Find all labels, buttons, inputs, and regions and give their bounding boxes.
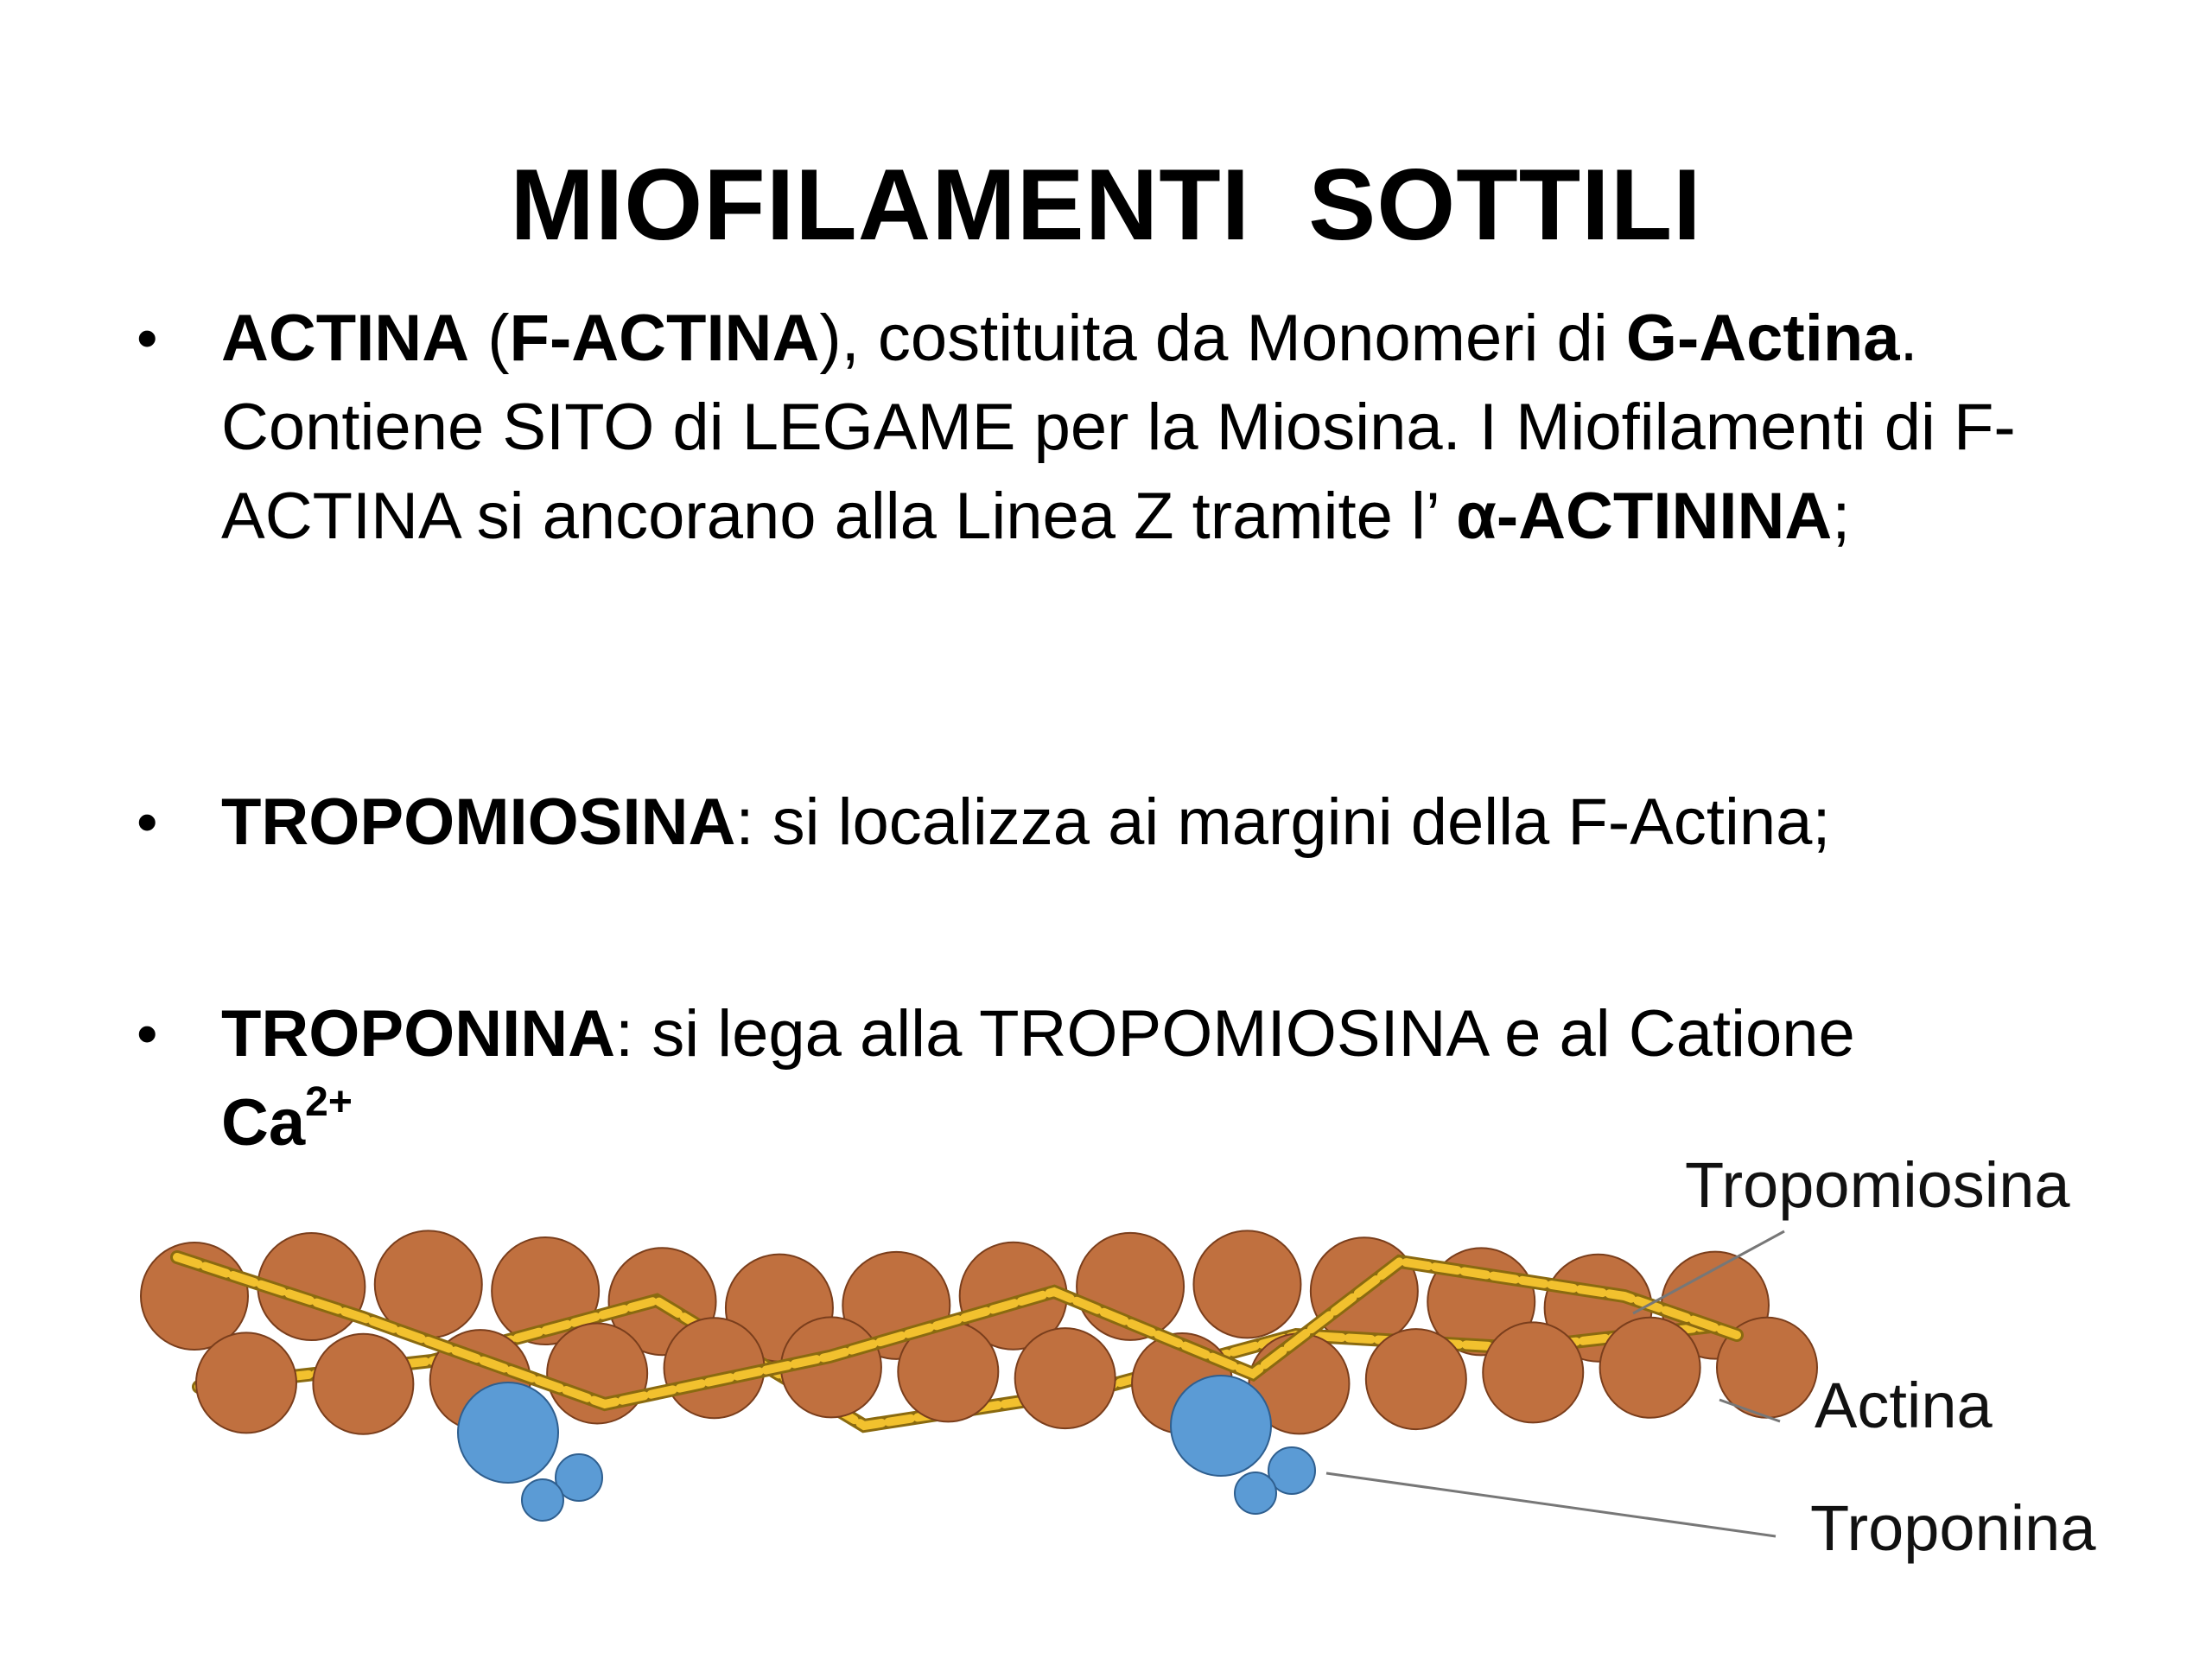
text-segment: : si localizza ai margini della F-Actina; <box>735 785 1831 859</box>
label-actina: Actina <box>1815 1370 1993 1441</box>
slide-title: MIOFILAMENTI SOTTILI <box>510 148 1702 261</box>
troponin-small-subunit <box>1235 1472 1276 1514</box>
text-segment: : si lega alla TROPOMIOSINA e al Catione <box>615 997 1855 1071</box>
term-g-actina: G-Actina <box>1625 302 1900 375</box>
term-troponina: TROPONINA <box>221 997 615 1071</box>
troponin-large-subunit <box>1171 1376 1271 1476</box>
text-segment: . Contiene SITO di LEGAME per la Miosina. I Miofilamenti di F-ACTINA si ancorano alla Linea Z tramite l’ <box>221 302 2016 553</box>
actin-monomer <box>1483 1322 1583 1422</box>
calcium-charge: 2+ <box>305 1078 353 1125</box>
term-tropomiosina: TROPOMIOSINA <box>221 785 736 859</box>
bullet-marker: • <box>137 788 158 855</box>
actin-monomer <box>1366 1329 1466 1429</box>
label-troponina: Troponina <box>1810 1492 2096 1564</box>
actin-monomer <box>313 1334 413 1434</box>
bullet-text <box>221 294 2079 561</box>
text-segment: ( <box>469 302 510 375</box>
term-f-actina: F-ACTINA <box>509 302 820 375</box>
text-segment: ), costituita da Monomeri di <box>819 302 1626 375</box>
troponin-large-subunit <box>458 1382 558 1483</box>
bullet-marker: • <box>137 304 158 372</box>
troponin-small-subunit <box>522 1479 563 1521</box>
label-tropomiosina: Tropomiosina <box>1685 1149 2070 1221</box>
text-segment: ; <box>1832 480 1851 553</box>
leader-troponina <box>1326 1473 1776 1536</box>
actin-monomer <box>1193 1230 1300 1338</box>
term-actina: ACTINA <box>221 302 470 375</box>
actin-monomer <box>196 1332 296 1433</box>
actin-monomer <box>1015 1328 1116 1428</box>
actin-monomer <box>1600 1318 1700 1418</box>
bullet-marker: • <box>137 1000 158 1067</box>
bullet-text <box>221 778 2079 867</box>
term-alpha-actinina: α-ACTININA <box>1456 480 1833 553</box>
term-calcium: Ca <box>221 1086 306 1160</box>
